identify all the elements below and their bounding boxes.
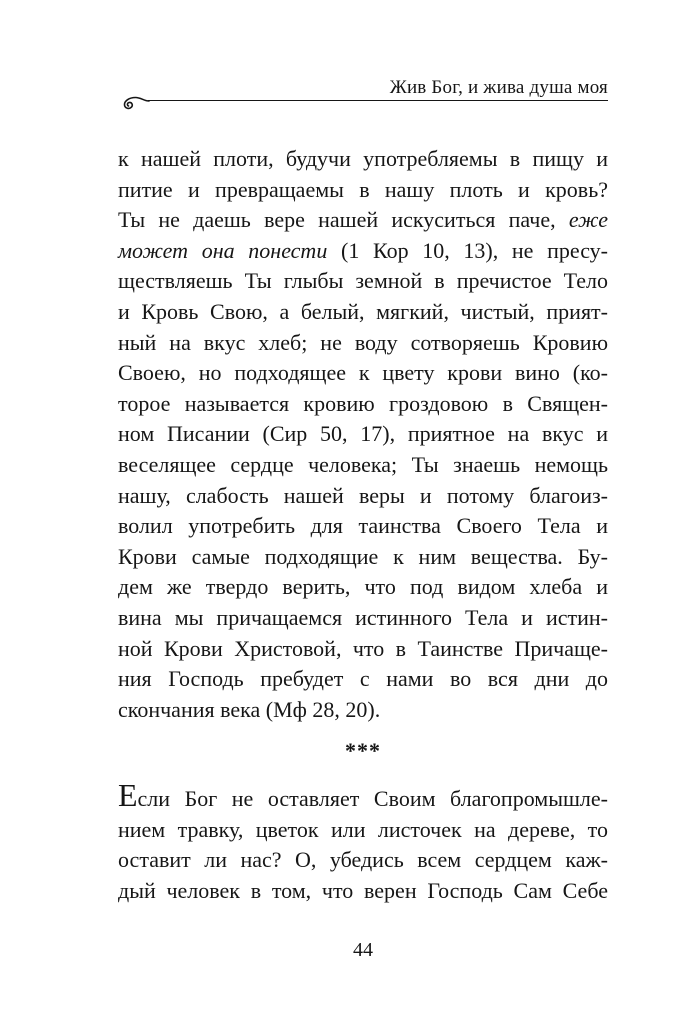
italic-text: еже — [568, 207, 608, 233]
text-line: торое называется кровию гроздовою в Священ- — [118, 390, 608, 416]
paragraph — [118, 777, 608, 906]
text-line: ный на вкус хлеб; не воду сотворяешь Кровию — [118, 329, 608, 355]
text-line: нием травку, цветок или листочек на дереве, то — [118, 816, 608, 842]
running-header: Жив Бог, и жива душа моя — [389, 77, 608, 98]
text-line: ния Господь пребудет с нами во вся дни до — [118, 666, 608, 692]
text-line: ществляешь Ты глыбы земной в пречистое Тело — [118, 268, 608, 294]
text-line: дый человек в том, что верен Господь Сам Себе — [118, 877, 608, 903]
header-rule — [148, 100, 608, 101]
text-line: ном Писании (Сир 50, 17), приятное на вкус и — [118, 421, 608, 447]
text-line: Крови самые подходящие к ним вещества. Бу- — [118, 543, 608, 569]
page-number: 44 — [353, 939, 373, 961]
text-line: вина мы причащаемся истинного Тела и истин- — [118, 604, 608, 630]
text-line: и Кровь Свою, а белый, мягкий, чистый, прият- — [118, 298, 608, 324]
text-line: Своею, но подходящее к цвету крови вино (ко- — [118, 360, 608, 386]
text-segment: Ты не даешь вере нашей искуситься паче, — [118, 207, 569, 233]
initial-letter: Е — [118, 777, 138, 813]
section-separator: *** — [345, 738, 381, 763]
text-line: оставит ли нас? О, убедись всем сердцем каж- — [118, 847, 608, 873]
text-line — [118, 236, 608, 267]
text-line: скончания века (Мф 28, 20). — [118, 696, 381, 722]
italic-text: может она понести — [118, 237, 328, 263]
swirl-ornament-icon — [113, 89, 153, 113]
text-line-with-initial — [118, 777, 608, 815]
text-segment: (1 Кор 10, 13), не пресу- — [327, 237, 609, 263]
text-line: волил употребить для таинства Своего Тела и — [118, 513, 608, 539]
text-line: нашу, слабость нашей веры и потому благоиз- — [118, 482, 608, 508]
text-line: к нашей плоти, будучи употребляемы в пищу и — [118, 146, 608, 171]
text-line — [118, 205, 608, 236]
text-line: ной Крови Христовой, что в Таинстве Причаще- — [118, 635, 608, 661]
text-line: питие и превращаемы в нашу плоть и кровь? — [118, 176, 608, 202]
paragraph — [118, 144, 608, 725]
text-line: дем же твердо верить, что под видом хлеба и — [118, 574, 608, 600]
text-segment: сли Бог не оставляет Своим благопромышле- — [137, 786, 608, 811]
text-line: веселящее сердце человека; Ты знаешь немощь — [118, 451, 608, 477]
